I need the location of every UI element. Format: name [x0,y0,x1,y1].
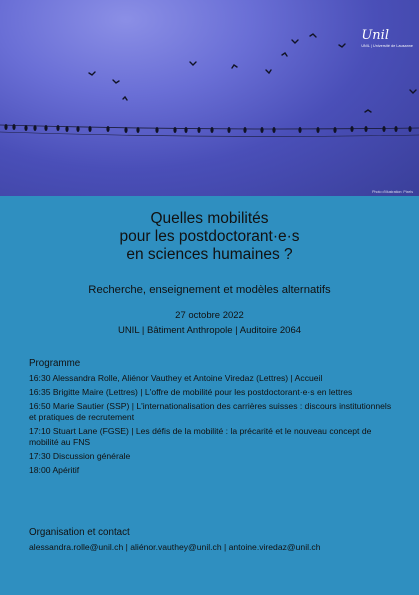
programme-list [29,373,399,479]
programme-heading: Programme [29,358,81,369]
item-time: 17:10 [29,426,51,436]
event-venue: UNIL | Bâtiment Anthropole | Auditoire 2064 [117,325,302,336]
title-line: en sciences humaines ? [126,246,293,263]
item-detail: (SSP) | L'internationalisation des carrières suisses : discours institutionnels et pratiques de recrutement [29,401,392,422]
item-joiner: et [181,373,194,383]
programme-item [29,387,399,398]
item-detail: (Lettres) | L'offre de mobilité pour les postdoctorant·e·s en lettres [103,387,353,397]
title-line: pour les postdoctorant·e·s [119,228,300,245]
item-speakers: Alessandra Rolle, Aliénor Vauthey [52,373,182,383]
programme-item [29,426,399,448]
item-speakers: Brigitte Maire [52,387,104,397]
item-time: 17:30 [29,451,51,461]
item-time: 18:00 [29,465,51,475]
item-detail: (FGSE) | Les défis de la mobilité : la précarité et le nouveau concept de mobilité au FNS [29,426,372,447]
item-time: 16:50 [29,401,51,411]
item-detail: Apéritif [52,465,80,475]
title-line: Quelles mobilités [150,210,269,227]
hero-photo [0,0,419,196]
logo-subtitle: UNIL | Université de Lausanne [361,44,413,48]
item-speakers: Stuart Lane [52,426,98,436]
event-date: 27 octobre 2022 [175,310,244,321]
item-speakers: Antoine Viredaz [193,373,254,383]
item-time: 16:30 [29,373,51,383]
item-speakers: Marie Sautier [52,401,105,411]
contact-heading: Organisation et contact [29,527,130,538]
programme-item [29,465,399,476]
item-time: 16:35 [29,387,51,397]
unil-logo [361,28,413,48]
birds-on-wire-illustration [0,0,419,196]
programme-item [29,401,399,423]
event-subtitle: Recherche, enseignement et modèles alternatifs [88,284,331,296]
contact-emails[interactable]: alessandra.rolle@unil.ch | aliénor.vauthey@unil.ch | antoine.viredaz@unil.ch [29,542,321,552]
item-detail: (Lettres) | Accueil [253,373,323,383]
item-detail: Discussion générale [52,451,131,461]
logo-mark: Unil [361,28,389,43]
info-panel [0,196,419,595]
programme-item [29,373,399,384]
event-title [0,210,419,264]
photo-credit: Photo d'illustration: Pixels [372,190,413,194]
programme-item [29,451,399,462]
